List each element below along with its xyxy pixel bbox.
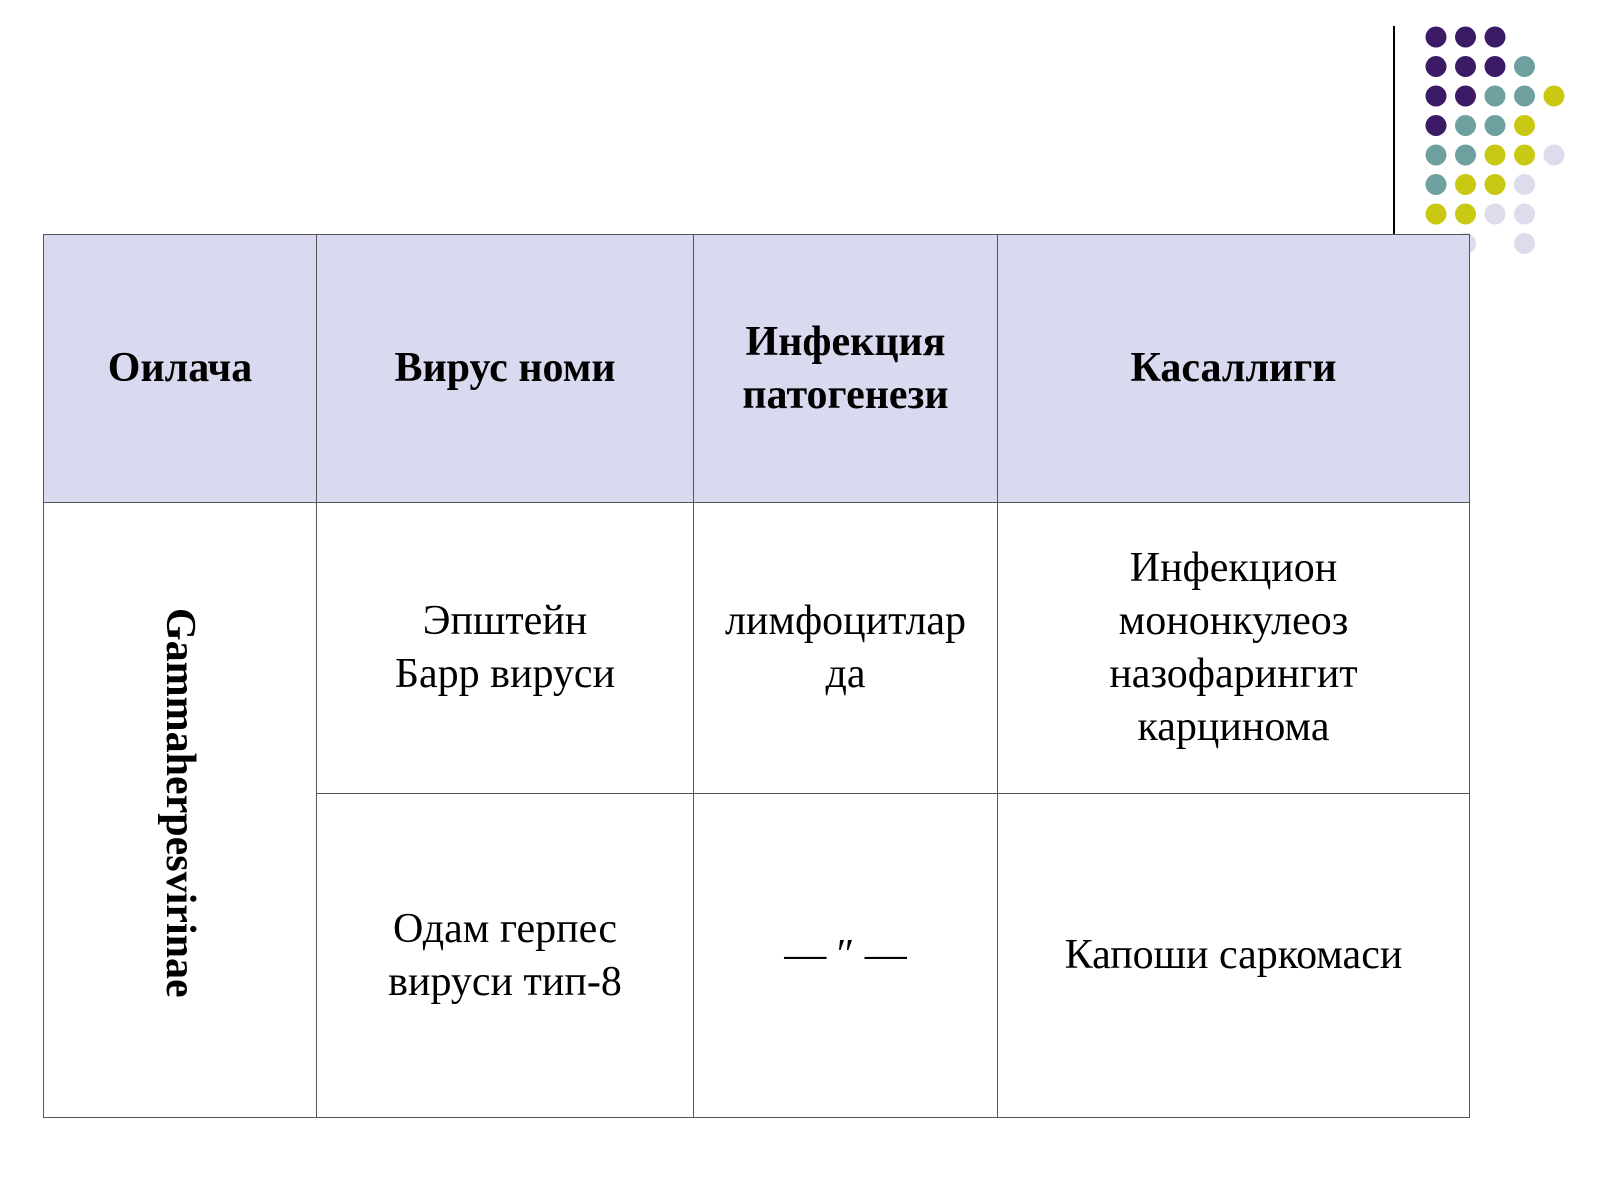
pathogenesis-cell: [694, 794, 998, 1118]
decorative-dot-pattern: [1420, 24, 1580, 264]
decorative-dot: [1426, 86, 1447, 107]
disease-text: Капоши саркомаси: [1064, 932, 1403, 978]
header-family: [44, 235, 317, 503]
virus-table: [43, 234, 1470, 1118]
disease-line3: назофарингит: [1109, 651, 1358, 697]
decorative-dot: [1455, 174, 1476, 195]
decorative-dot: [1455, 86, 1476, 107]
decorative-dot: [1455, 27, 1476, 48]
disease-line2: мононкулеоз: [1118, 598, 1349, 644]
decorative-divider-line: [1393, 26, 1395, 234]
decorative-dot: [1485, 86, 1506, 107]
disease-line4: карцинома: [1137, 704, 1330, 750]
decorative-dot: [1426, 145, 1447, 166]
header-virus-name-label: Вирус номи: [394, 345, 616, 391]
header-virus-name: [317, 235, 694, 503]
header-pathogenesis-label-line1: Инфекция: [745, 318, 946, 365]
decorative-dot: [1514, 56, 1535, 77]
decorative-dot: [1485, 27, 1506, 48]
virus-name-line2: вируси тип-8: [388, 958, 622, 1005]
decorative-dot: [1426, 204, 1447, 225]
decorative-dot: [1514, 145, 1535, 166]
decorative-dot: [1485, 56, 1506, 77]
virus-name-line2: Барр вируси: [394, 651, 616, 697]
pathogenesis-ditto: — ″ —: [784, 932, 907, 978]
decorative-dot: [1544, 145, 1565, 166]
pathogenesis-line2: да: [825, 651, 866, 697]
decorative-dot: [1485, 174, 1506, 195]
decorative-dot: [1485, 115, 1506, 136]
header-family-label: Оилача: [107, 345, 253, 391]
decorative-dot: [1514, 86, 1535, 107]
decorative-dot: [1426, 174, 1447, 195]
decorative-dot: [1485, 145, 1506, 166]
virus-name-cell: [317, 794, 694, 1118]
decorative-dot: [1514, 115, 1535, 136]
decorative-dot: [1514, 233, 1535, 254]
disease-cell: [998, 503, 1470, 794]
decorative-dot: [1455, 145, 1476, 166]
pathogenesis-cell: [694, 503, 998, 794]
decorative-dot: [1455, 56, 1476, 77]
header-disease-label: Касаллиги: [1130, 345, 1337, 391]
disease-cell: [998, 794, 1470, 1118]
header-disease: [998, 235, 1470, 503]
decorative-dot: [1485, 204, 1506, 225]
decorative-dot: [1426, 56, 1447, 77]
table-header-row: [44, 235, 1470, 503]
decorative-dot: [1455, 204, 1476, 225]
decorative-dot: [1455, 115, 1476, 136]
disease-line1: Инфекцион: [1129, 545, 1338, 591]
decorative-dot: [1426, 115, 1447, 136]
pathogenesis-line1: лимфоцитлар: [724, 598, 967, 644]
virus-name-cell: [317, 503, 694, 794]
decorative-dot: [1544, 86, 1565, 107]
family-name: Gammaherpesvirinae: [157, 608, 203, 998]
header-pathogenesis: [694, 235, 998, 503]
table-row: [44, 503, 1470, 794]
virus-name-line1: Эпштейн: [422, 598, 588, 644]
decorative-dot: [1426, 27, 1447, 48]
virus-name-line1: Одам герпес: [393, 905, 617, 952]
family-cell: [44, 503, 317, 1118]
header-pathogenesis-label-line2: патогенези: [742, 371, 949, 418]
decorative-dot: [1514, 174, 1535, 195]
decorative-dot: [1514, 204, 1535, 225]
